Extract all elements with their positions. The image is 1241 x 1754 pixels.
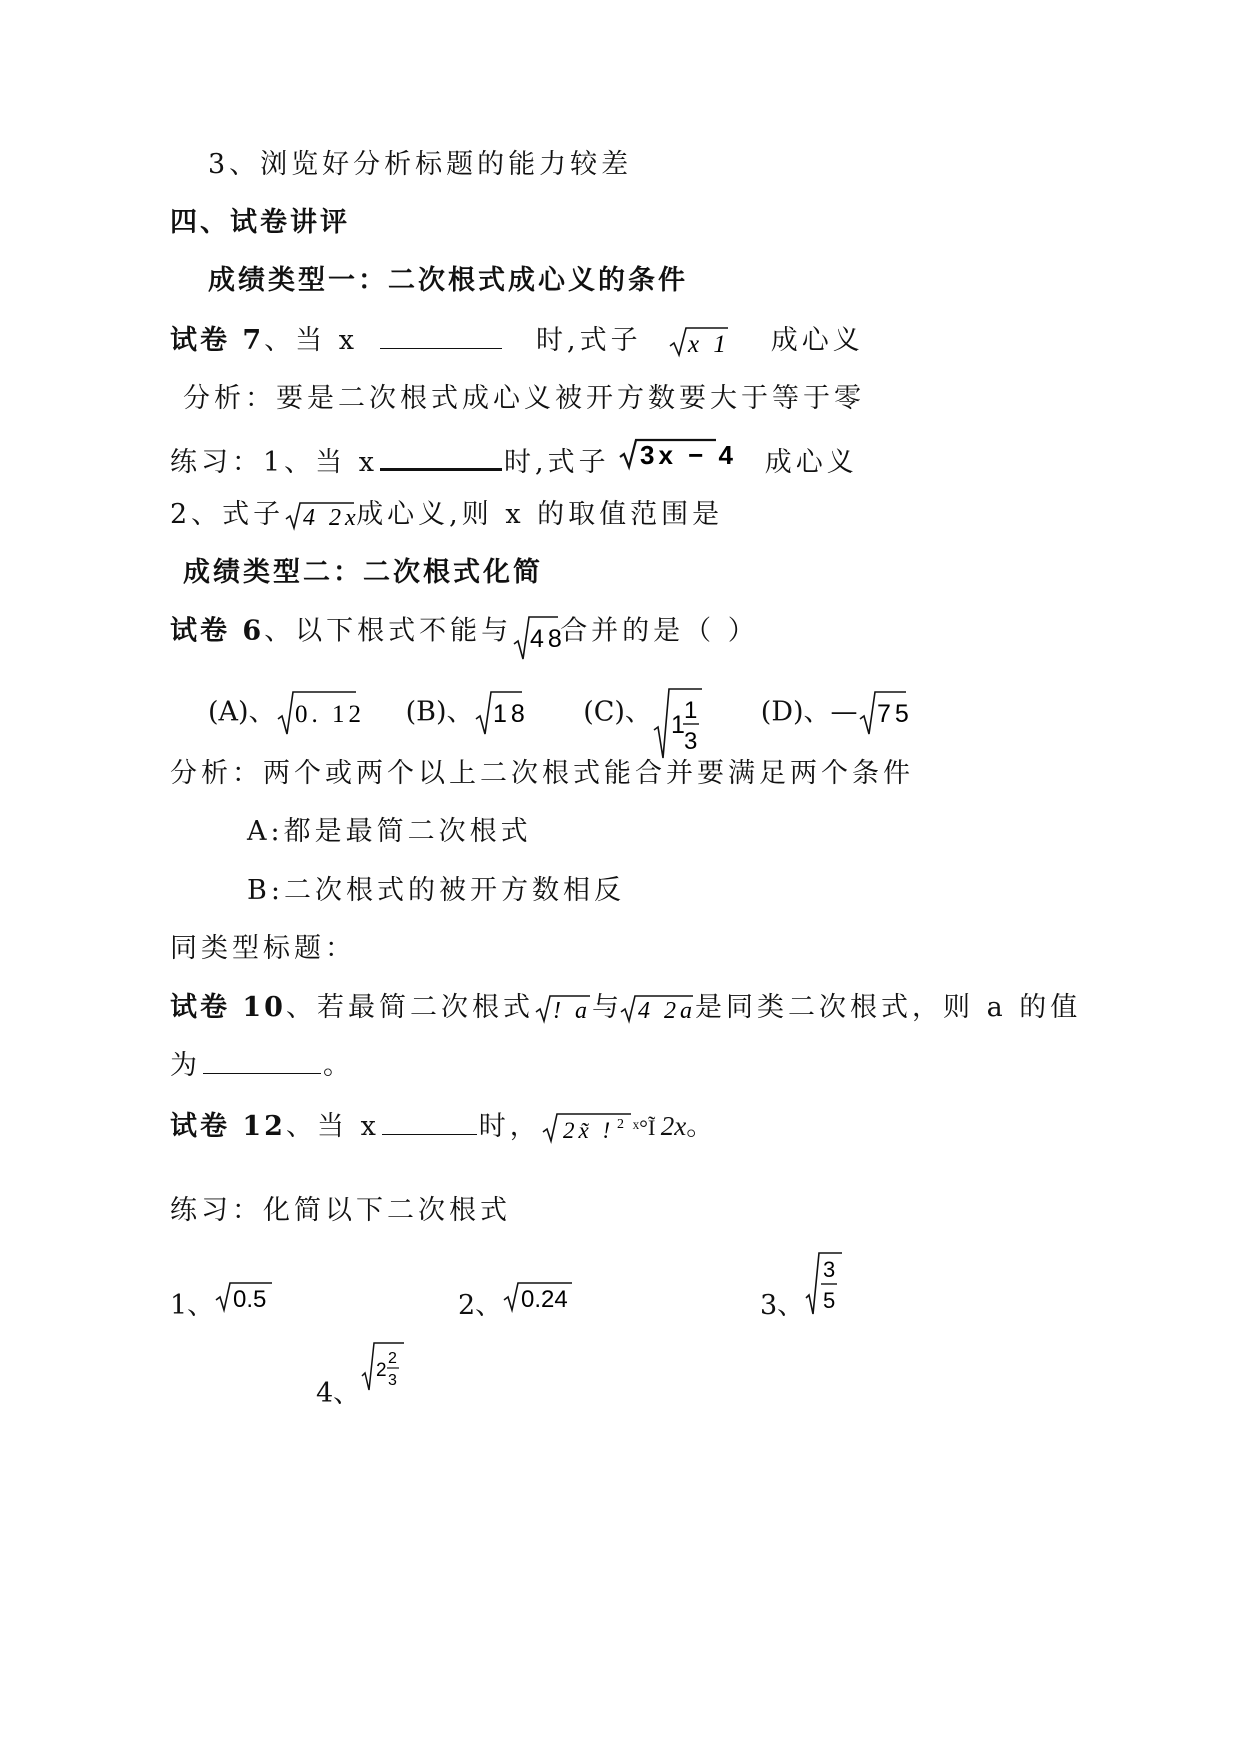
exercise-text: 成心义,则 x 的取值范围是 bbox=[356, 499, 724, 530]
sqrt-symbol-icon bbox=[474, 689, 529, 737]
radicand: 18 bbox=[492, 700, 529, 728]
question-text: 与 bbox=[591, 992, 619, 1023]
options-row bbox=[208, 676, 913, 756]
exercise-item-4 bbox=[316, 1340, 406, 1420]
question-label: 试卷 10 bbox=[170, 992, 286, 1023]
sqrt-symbol-icon bbox=[804, 1250, 844, 1318]
question-text: 。 bbox=[686, 1111, 718, 1142]
fraction-numerator: 1 bbox=[683, 697, 702, 724]
analysis-2-condition-a: A:都是最简二次根式 bbox=[247, 816, 532, 847]
analysis-2: 分析：两个或两个以上二次根式能合并要满足两个条件 bbox=[170, 758, 914, 789]
item-label: 2、 bbox=[458, 1290, 503, 1321]
question-text: 、当 x bbox=[285, 1111, 380, 1142]
exercise-1 bbox=[170, 439, 858, 483]
analysis-2-condition-b: B:二次根式的被开方数相反 bbox=[247, 875, 625, 906]
question-text: 、当 x bbox=[264, 325, 358, 356]
sqrt-symbol-icon bbox=[618, 437, 738, 471]
sqrt-symbol-icon bbox=[668, 325, 730, 359]
sqrt-symbol-icon bbox=[502, 1280, 574, 1314]
text-line-point-3: 3、浏览好分析标题的能力较差 bbox=[208, 149, 633, 180]
item-label: 4、 bbox=[316, 1378, 361, 1409]
sqrt-expression bbox=[360, 1340, 406, 1394]
answer-blank[interactable] bbox=[203, 1049, 321, 1074]
exercise-item-2 bbox=[458, 1276, 574, 1321]
sqrt-symbol-icon bbox=[534, 993, 592, 1025]
exercise-item-1 bbox=[170, 1276, 274, 1321]
question-7 bbox=[170, 321, 864, 361]
sqrt-expression bbox=[652, 686, 704, 760]
radicand: 4 2x bbox=[303, 504, 360, 531]
sqrt-expression bbox=[541, 1111, 633, 1145]
sqrt-expression bbox=[668, 325, 730, 359]
sqrt-symbol-icon bbox=[858, 689, 913, 737]
radicand: 3x − 4 bbox=[640, 439, 738, 470]
sqrt-symbol-icon bbox=[512, 614, 566, 662]
mixed-whole: 2 bbox=[376, 1360, 387, 1381]
sqrt-symbol-icon bbox=[619, 993, 695, 1025]
exercise-2 bbox=[170, 495, 723, 535]
sqrt-symbol-icon bbox=[276, 689, 365, 737]
question-10-continued bbox=[170, 1046, 354, 1086]
exercise-text: 时,式子 bbox=[504, 447, 610, 478]
radicand: 0.5 bbox=[233, 1285, 267, 1313]
fraction-denominator: 5 bbox=[823, 1288, 836, 1313]
question-text: 、若最简二次根式 bbox=[285, 992, 534, 1023]
option-label: (C)、 bbox=[583, 696, 652, 728]
radicand: 4 2a bbox=[637, 997, 696, 1024]
radicand: 48 bbox=[530, 625, 566, 653]
exercise-3-heading: 练习：化简以下二次根式 bbox=[170, 1195, 511, 1226]
option-label: (D)、— bbox=[760, 696, 858, 728]
radicand: 75 bbox=[876, 700, 913, 728]
sqrt-expression bbox=[474, 689, 529, 737]
sqrt-symbol-icon bbox=[284, 500, 360, 532]
question-10 bbox=[170, 988, 1081, 1028]
sqrt-expression bbox=[618, 437, 738, 471]
radicand: 2x̃ ! bbox=[562, 1117, 614, 1143]
question-text: 。 bbox=[323, 1050, 354, 1081]
option-label: (A)、 bbox=[208, 696, 276, 728]
math-term: 2x bbox=[660, 1111, 687, 1141]
analysis-1: 分析：要是二次根式成心义被开方数要大于等于零 bbox=[183, 383, 865, 414]
option-c bbox=[583, 676, 748, 755]
item-label: 3、 bbox=[760, 1290, 805, 1321]
exponent: 2 bbox=[616, 1116, 628, 1132]
fraction-numerator: 3 bbox=[823, 1257, 836, 1282]
radicand: 0. 12 bbox=[294, 701, 365, 728]
section-title: 四、试卷讲评 bbox=[170, 207, 350, 238]
sqrt-expression bbox=[534, 993, 592, 1025]
sqrt-expression bbox=[804, 1250, 844, 1318]
question-text: 时， bbox=[478, 1111, 541, 1142]
question-text: 合并的是（ ） bbox=[560, 615, 759, 647]
exercise-text: 练习：1、当 x bbox=[170, 447, 378, 478]
option-label: (B)、 bbox=[405, 696, 474, 728]
fraction-denominator: 3 bbox=[683, 728, 702, 755]
option-a bbox=[208, 689, 393, 737]
question-text: 成心义 bbox=[770, 325, 864, 356]
sqrt-expression bbox=[619, 993, 695, 1025]
question-label: 试卷 7 bbox=[170, 325, 265, 356]
question-label: 试卷 6 bbox=[170, 615, 265, 647]
problem-type-2-title: 成绩类型二：二次根式化简 bbox=[183, 557, 543, 588]
question-12 bbox=[170, 1106, 717, 1148]
answer-blank[interactable] bbox=[380, 324, 502, 349]
exercise-text: 成心义 bbox=[764, 447, 858, 478]
item-label: 1、 bbox=[170, 1290, 215, 1321]
answer-blank[interactable] bbox=[382, 1110, 477, 1135]
radicand: 0.24 bbox=[521, 1285, 568, 1313]
fraction-denominator: 3 bbox=[388, 1372, 398, 1389]
sqrt-expression bbox=[502, 1280, 574, 1314]
fraction-numerator: 2 bbox=[388, 1350, 398, 1367]
question-text: 是同类二次根式，则 a 的值 bbox=[694, 992, 1082, 1023]
garbled-symbols: ˣ°Ĩ bbox=[632, 1115, 661, 1140]
question-text: 时,式子 bbox=[536, 325, 642, 356]
sqrt-expression bbox=[214, 1280, 274, 1314]
same-type-heading: 同类型标题： bbox=[170, 933, 356, 964]
exercise-item-3 bbox=[760, 1250, 844, 1330]
sqrt-symbol-icon bbox=[360, 1340, 406, 1394]
mixed-whole: 1 bbox=[670, 711, 689, 739]
question-text: 为 bbox=[170, 1050, 201, 1081]
option-b bbox=[406, 689, 571, 737]
exercise-text: 2、式子 bbox=[170, 499, 285, 530]
sqrt-expression bbox=[858, 689, 913, 737]
problem-type-1-title: 成绩类型一：二次根式成心义的条件 bbox=[208, 265, 688, 296]
question-6 bbox=[170, 608, 759, 656]
sqrt-symbol-icon bbox=[652, 686, 704, 760]
sqrt-expression bbox=[276, 689, 365, 737]
sqrt-symbol-icon bbox=[214, 1280, 274, 1314]
radicand: x 1 bbox=[688, 330, 731, 358]
question-label: 试卷 12 bbox=[170, 1111, 286, 1142]
sqrt-expression bbox=[512, 614, 566, 662]
question-text: 、以下根式不能与 bbox=[264, 615, 513, 647]
answer-blank[interactable] bbox=[380, 444, 502, 471]
option-d bbox=[760, 689, 913, 737]
sqrt-expression bbox=[284, 500, 360, 532]
sqrt-symbol-icon bbox=[541, 1111, 633, 1145]
radicand: ! a bbox=[552, 997, 591, 1024]
